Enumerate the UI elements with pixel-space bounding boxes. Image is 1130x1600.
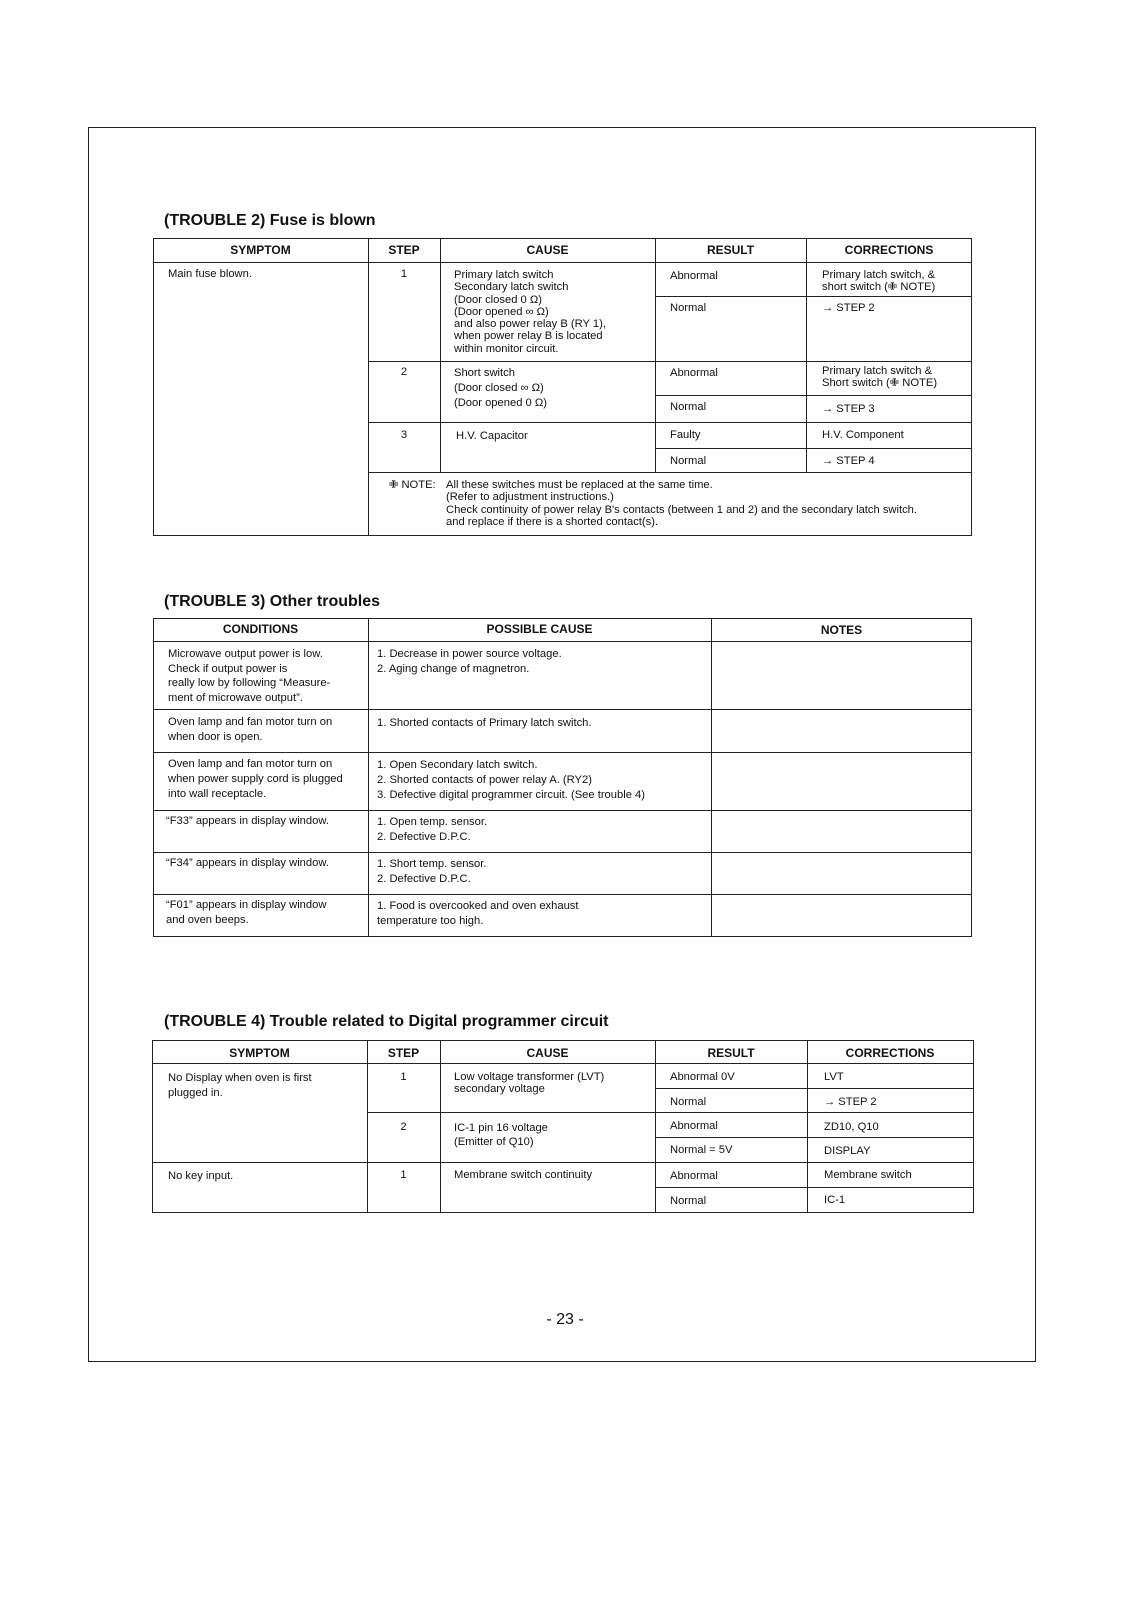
result-cell: Abnormal [670, 1170, 718, 1182]
possible-cause-cell: 1. Decrease in power source voltage. 2. Aging change of magnetron. [377, 648, 562, 676]
header-corrections: CORRECTIONS [844, 243, 934, 257]
possible-cause-cell: 1. Open temp. sensor. 2. Defective D.P.C. [377, 816, 488, 843]
correction-cell: Membrane switch [824, 1169, 912, 1181]
correction-cell: IC-1 [824, 1194, 846, 1206]
page-number: - 23 - [546, 1311, 584, 1328]
trouble4-title: (TROUBLE 4) Trouble related to Digital programmer circuit [164, 1013, 609, 1030]
correction-cell: → STEP 2 [824, 1096, 877, 1108]
trouble3-title: (TROUBLE 3) Other troubles [164, 593, 381, 610]
condition-cell: “F34” appears in display window. [166, 857, 329, 869]
result-cell: Abnormal [670, 270, 718, 282]
header-symptom: SYMPTOM [229, 1046, 290, 1060]
correction-cell: H.V. Component [822, 429, 904, 441]
result-cell: Faulty [670, 429, 701, 441]
note-text: All these switches must be replaced at the same time. (Refer to adjustment instructions.) Check continuity of power relay B's contacts (between 1 and 2) and the secondary latch switch. and replace if there is a shorted contact(s). [446, 479, 918, 528]
trouble2-title: (TROUBLE 2) Fuse is blown [164, 212, 376, 229]
header-notes: NOTES [820, 623, 863, 637]
condition-cell: “F01” appears in display window and oven beeps. [166, 899, 327, 926]
correction-cell: LVT [824, 1071, 844, 1083]
header-symptom: SYMPTOM [230, 243, 291, 257]
possible-cause-cell: 1. Short temp. sensor. 2. Defective D.P.C. [377, 858, 487, 885]
cause-cell: Membrane switch continuity [454, 1169, 593, 1181]
result-cell: Normal = 5V [670, 1144, 733, 1156]
step-cell: 2 [400, 366, 408, 378]
cause-cell: IC-1 pin 16 voltage (Emitter of Q10) [454, 1122, 548, 1148]
result-cell: Normal [670, 401, 707, 413]
condition-cell: Oven lamp and fan motor turn on when door is open. [168, 716, 333, 743]
correction-cell: Primary latch switch, & short switch (✙ NOTE) [822, 269, 936, 294]
cause-cell: Primary latch switch Secondary latch switch (Door closed 0 Ω) (Door opened ∞ Ω) and also power relay B (RY 1), when power relay B is located within monitor circuit. [454, 269, 606, 355]
cause-cell: Short switch (Door closed ∞ Ω) (Door opened 0 Ω) [454, 367, 547, 409]
correction-cell: → STEP 4 [822, 455, 875, 467]
header-step: STEP [387, 1046, 420, 1060]
result-cell: Normal [670, 302, 707, 314]
possible-cause-cell: 1. Food is overcooked and oven exhaust temperature too high. [377, 900, 579, 927]
correction-cell: Primary latch switch & Short switch (✙ NOTE) [822, 365, 938, 390]
condition-cell: Oven lamp and fan motor turn on when power supply cord is plugged into wall receptacle. [168, 758, 343, 800]
condition-cell: Microwave output power is low. Check if output power is really low by following “Measure- ment of microwave output”. [168, 648, 331, 705]
header-result: RESULT [706, 243, 755, 257]
step-cell: 1 [400, 1169, 407, 1181]
note-label: ✙ NOTE: [389, 479, 436, 491]
cause-cell: Low voltage transformer (LVT) secondary voltage [454, 1071, 605, 1096]
result-cell: Abnormal [670, 367, 718, 379]
result-cell: Normal [670, 1195, 707, 1207]
possible-cause-cell: 1. Open Secondary latch switch. 2. Shorted contacts of power relay A. (RY2) 3. Defective digital programmer circuit. (See trouble 4) [377, 759, 645, 801]
symptom-cell: No Display when oven is first plugged in. [168, 1072, 312, 1099]
header-step: STEP [388, 243, 420, 257]
step-cell: 3 [400, 429, 408, 441]
header-cause: CAUSE [526, 243, 569, 257]
step-cell: 1 [400, 1071, 407, 1083]
cause-cell: H.V. Capacitor [456, 430, 528, 442]
correction-cell: → STEP 3 [822, 403, 875, 415]
header-corrections: CORRECTIONS [845, 1046, 935, 1060]
header-conditions: CONDITIONS [222, 622, 299, 636]
step-cell: 2 [400, 1121, 407, 1133]
symptom-cell: No key input. [168, 1170, 234, 1182]
possible-cause-cell: 1. Shorted contacts of Primary latch switch. [377, 717, 592, 729]
header-result: RESULT [707, 1046, 755, 1060]
header-possible-cause: POSSIBLE CAUSE [486, 622, 593, 636]
correction-cell: ZD10, Q10 [824, 1121, 879, 1133]
step-cell: 1 [400, 268, 408, 280]
condition-cell: “F33” appears in display window. [166, 815, 329, 827]
result-cell: Abnormal [670, 1120, 718, 1132]
correction-cell: DISPLAY [824, 1145, 871, 1157]
correction-cell: → STEP 2 [822, 302, 875, 314]
header-cause: CAUSE [526, 1046, 569, 1060]
result-cell: Normal [670, 455, 707, 467]
symptom-cell: Main fuse blown. [168, 268, 252, 280]
result-cell: Abnormal 0V [670, 1071, 735, 1083]
result-cell: Normal [670, 1096, 707, 1108]
